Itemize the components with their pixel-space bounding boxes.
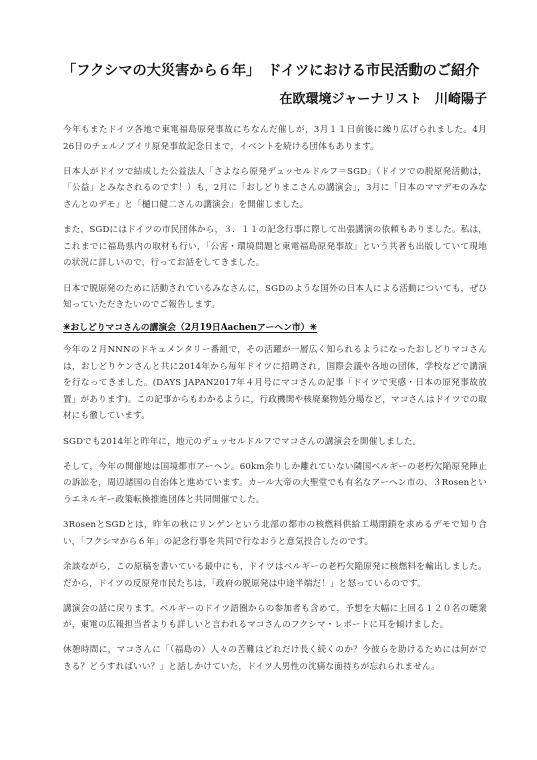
intro-paragraph-1: 今年もまたドイツ各地で東電福島原発事故にちなんだ催しが，3月１１日前後に繰り広げられました。4月26日のチェルノブイリ原発事故記念日まで，イベントを続ける団体もあります。: [63, 125, 487, 152]
intro-paragraph-4: 日本で脱原発のために活動されているみなさんに，SGDのような国外の日本人による活動についても，ぜひ知っていただきたいのでご報告します。: [63, 283, 487, 311]
lecture-section: [63, 342, 487, 684]
intro-paragraph-2: 日本人がドイツで結成した公益法人「さよなら原発デュッセルドルフ＝SGD」（ドイツでの脱原発活動は，「公益」とみなされるのです！）も，2月に「おしどりまこさんの講演会」，3月に「日本のママデモのみなさんとのデモ」と「樋口健二さんの講演会」を開催しました。: [63, 166, 487, 210]
section-paragraph-1: 今年の２月NNNのドキュメンタリー番組で，その活躍が一層広く知られるようになったおしどりマコさんは，おしどりケンさんと共に2014年から毎年ドイツに招聘され，国際会議や各地の団体，学校などで講演を行なってきました。(DAYS JAPAN2017年４月号にマコさんの記事「ドイツで実感・日本の原発事故放置」があります)。この記事からもわかるように，行政機関や核廃棄物処分場など，マコさんはドイツでの取材にも徹しています。: [63, 345, 487, 422]
section-paragraph-4: 3RosenとSGDとは，昨年の秋にリンゲンという北部の都市の核燃料供給工場閉鎖を求めるデモで知り合い，「フクシマから６年」の記念行事を共同で行なおうと意気投合したのです。: [63, 520, 487, 547]
section-heading: ✳おしどりマコさんの講演会（2月19日Aachenアーヘン市）✳: [63, 323, 317, 333]
section-paragraph-6: 講演会の話に戻ります。ベルギーのドイツ語圏からの参加者も含めて，予想を大幅に上回る１２０名の聴衆が，東電の広報担当者よりも詳しいと言われるマコさんのフクシマ・レポートに耳を傾けました。: [63, 603, 487, 631]
section-paragraph-5: 余談ながら，この原稿を書いている最中にも，ドイツはベルギーの老朽欠陥原発に核燃料を輸出しました。だから，ドイツの反原発市民たちは，「政府の脱原発は中途半端だ！」と怒っているのです。: [63, 561, 487, 589]
section-paragraph-7: 休憩時間に，マコさんに「（福島の）人々の苦難はどれだけ長く続くのか？今彼らを助けるためには何ができる？どうすればいい？」と話しかけていた，ドイツ人男性の沈痛な面持ちが忘れられません。: [63, 645, 487, 673]
page-title: 「フクシマの大災害から６年」 ドイツにおける市民活動のご紹介: [62, 63, 480, 79]
author-byline: 在欧環境ジャーナリスト 川崎陽子: [279, 92, 487, 107]
section-paragraph-2: SGDでも2014年と昨年に，地元のデュッセルドルフでマコさんの講演会を開催しました。: [63, 436, 422, 447]
section-paragraph-3: そして，今年の開催地は国境都市アーヘン。60km余りしか離れていない隣国ベルギーの老朽欠陥原発陣止の訴訟を，周辺諸国の自治体と進めています。カール大帝の大聖堂でも有名なアーヘン市の、３Rosenというエネルギー政策転換推進団体と共同開催でした。: [63, 461, 487, 505]
intro-section: [63, 122, 487, 322]
intro-paragraph-3: また，SGDにはドイツの市民団体から，３．１１の記念行事に際して出張講演の依頼もありました。私は，これまでに福島県内の取材も行い，「公害・環境問題と東電福島原発事故」という共著も出版していて現地の状況に詳しいので，行ってお話をしてきました。: [63, 225, 487, 269]
